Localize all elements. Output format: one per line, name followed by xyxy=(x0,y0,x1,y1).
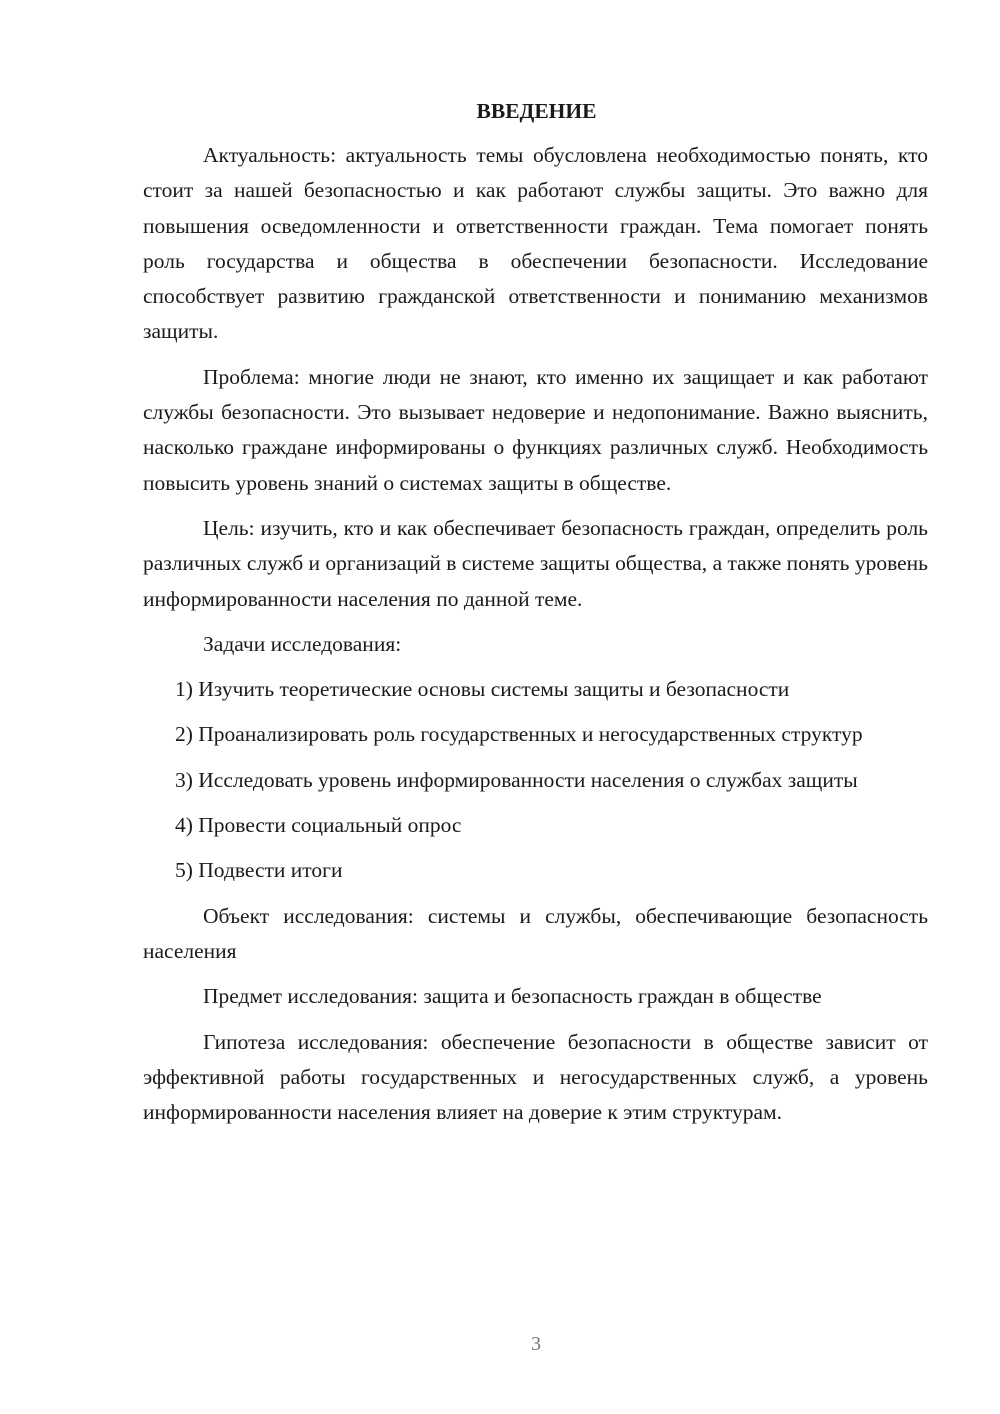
task-item-5: 5) Подвести итоги xyxy=(175,858,343,883)
paragraph-relevance: Актуальность: актуальность темы обусловлена необходимостью понять, кто стоит за нашей безопасностью и как работают службы защиты. Это важно для повышения осведомленности и ответственности граждан. Тема помогает понять роль государства и общества в обеспечении безопасности. Исследование способствует развитию гражданской ответственности и пониманию механизмов защиты. xyxy=(143,143,928,344)
paragraph-subject: Предмет исследования: защита и безопасность граждан в обществе xyxy=(203,984,822,1009)
task-item-4: 4) Провести социальный опрос xyxy=(175,813,462,838)
task-item-1: 1) Изучить теоретические основы системы защиты и безопасности xyxy=(175,677,790,702)
task-item-3: 3) Исследовать уровень информированности населения о службах защиты xyxy=(175,767,858,792)
task-item-2: 2) Проанализировать роль государственных и негосударственных структур xyxy=(175,722,863,747)
document-page xyxy=(143,96,928,1140)
section-title: ВВЕДЕНИЕ xyxy=(476,99,597,123)
paragraph-hypothesis: Гипотеза исследования: обеспечение безопасности в обществе зависит от эффективной работы государственных и негосударственных служб, а уровень информированности населения влияет на доверие к этим структурам. xyxy=(143,1029,928,1125)
paragraph-tasks-heading: Задачи исследования: xyxy=(203,631,402,656)
paragraph-problem: Проблема: многие люди не знают, кто именно их защищает и как работают службы безопасности. Это вызывает недоверие и недопонимание. Важно выяснить, насколько граждане информированы о функциях различных служб. Необходимость повысить уровень знаний о системах защиты в обществе. xyxy=(143,364,928,495)
paragraph-object: Объект исследования: системы и службы, обеспечивающие безопасность населения xyxy=(143,903,928,963)
paragraph-goal: Цель: изучить, кто и как обеспечивает безопасность граждан, определить роль различных служб и организаций в системе защиты общества, а также понять уровень информированности населения по данной теме. xyxy=(143,515,928,611)
page-number: 3 xyxy=(531,1333,541,1355)
